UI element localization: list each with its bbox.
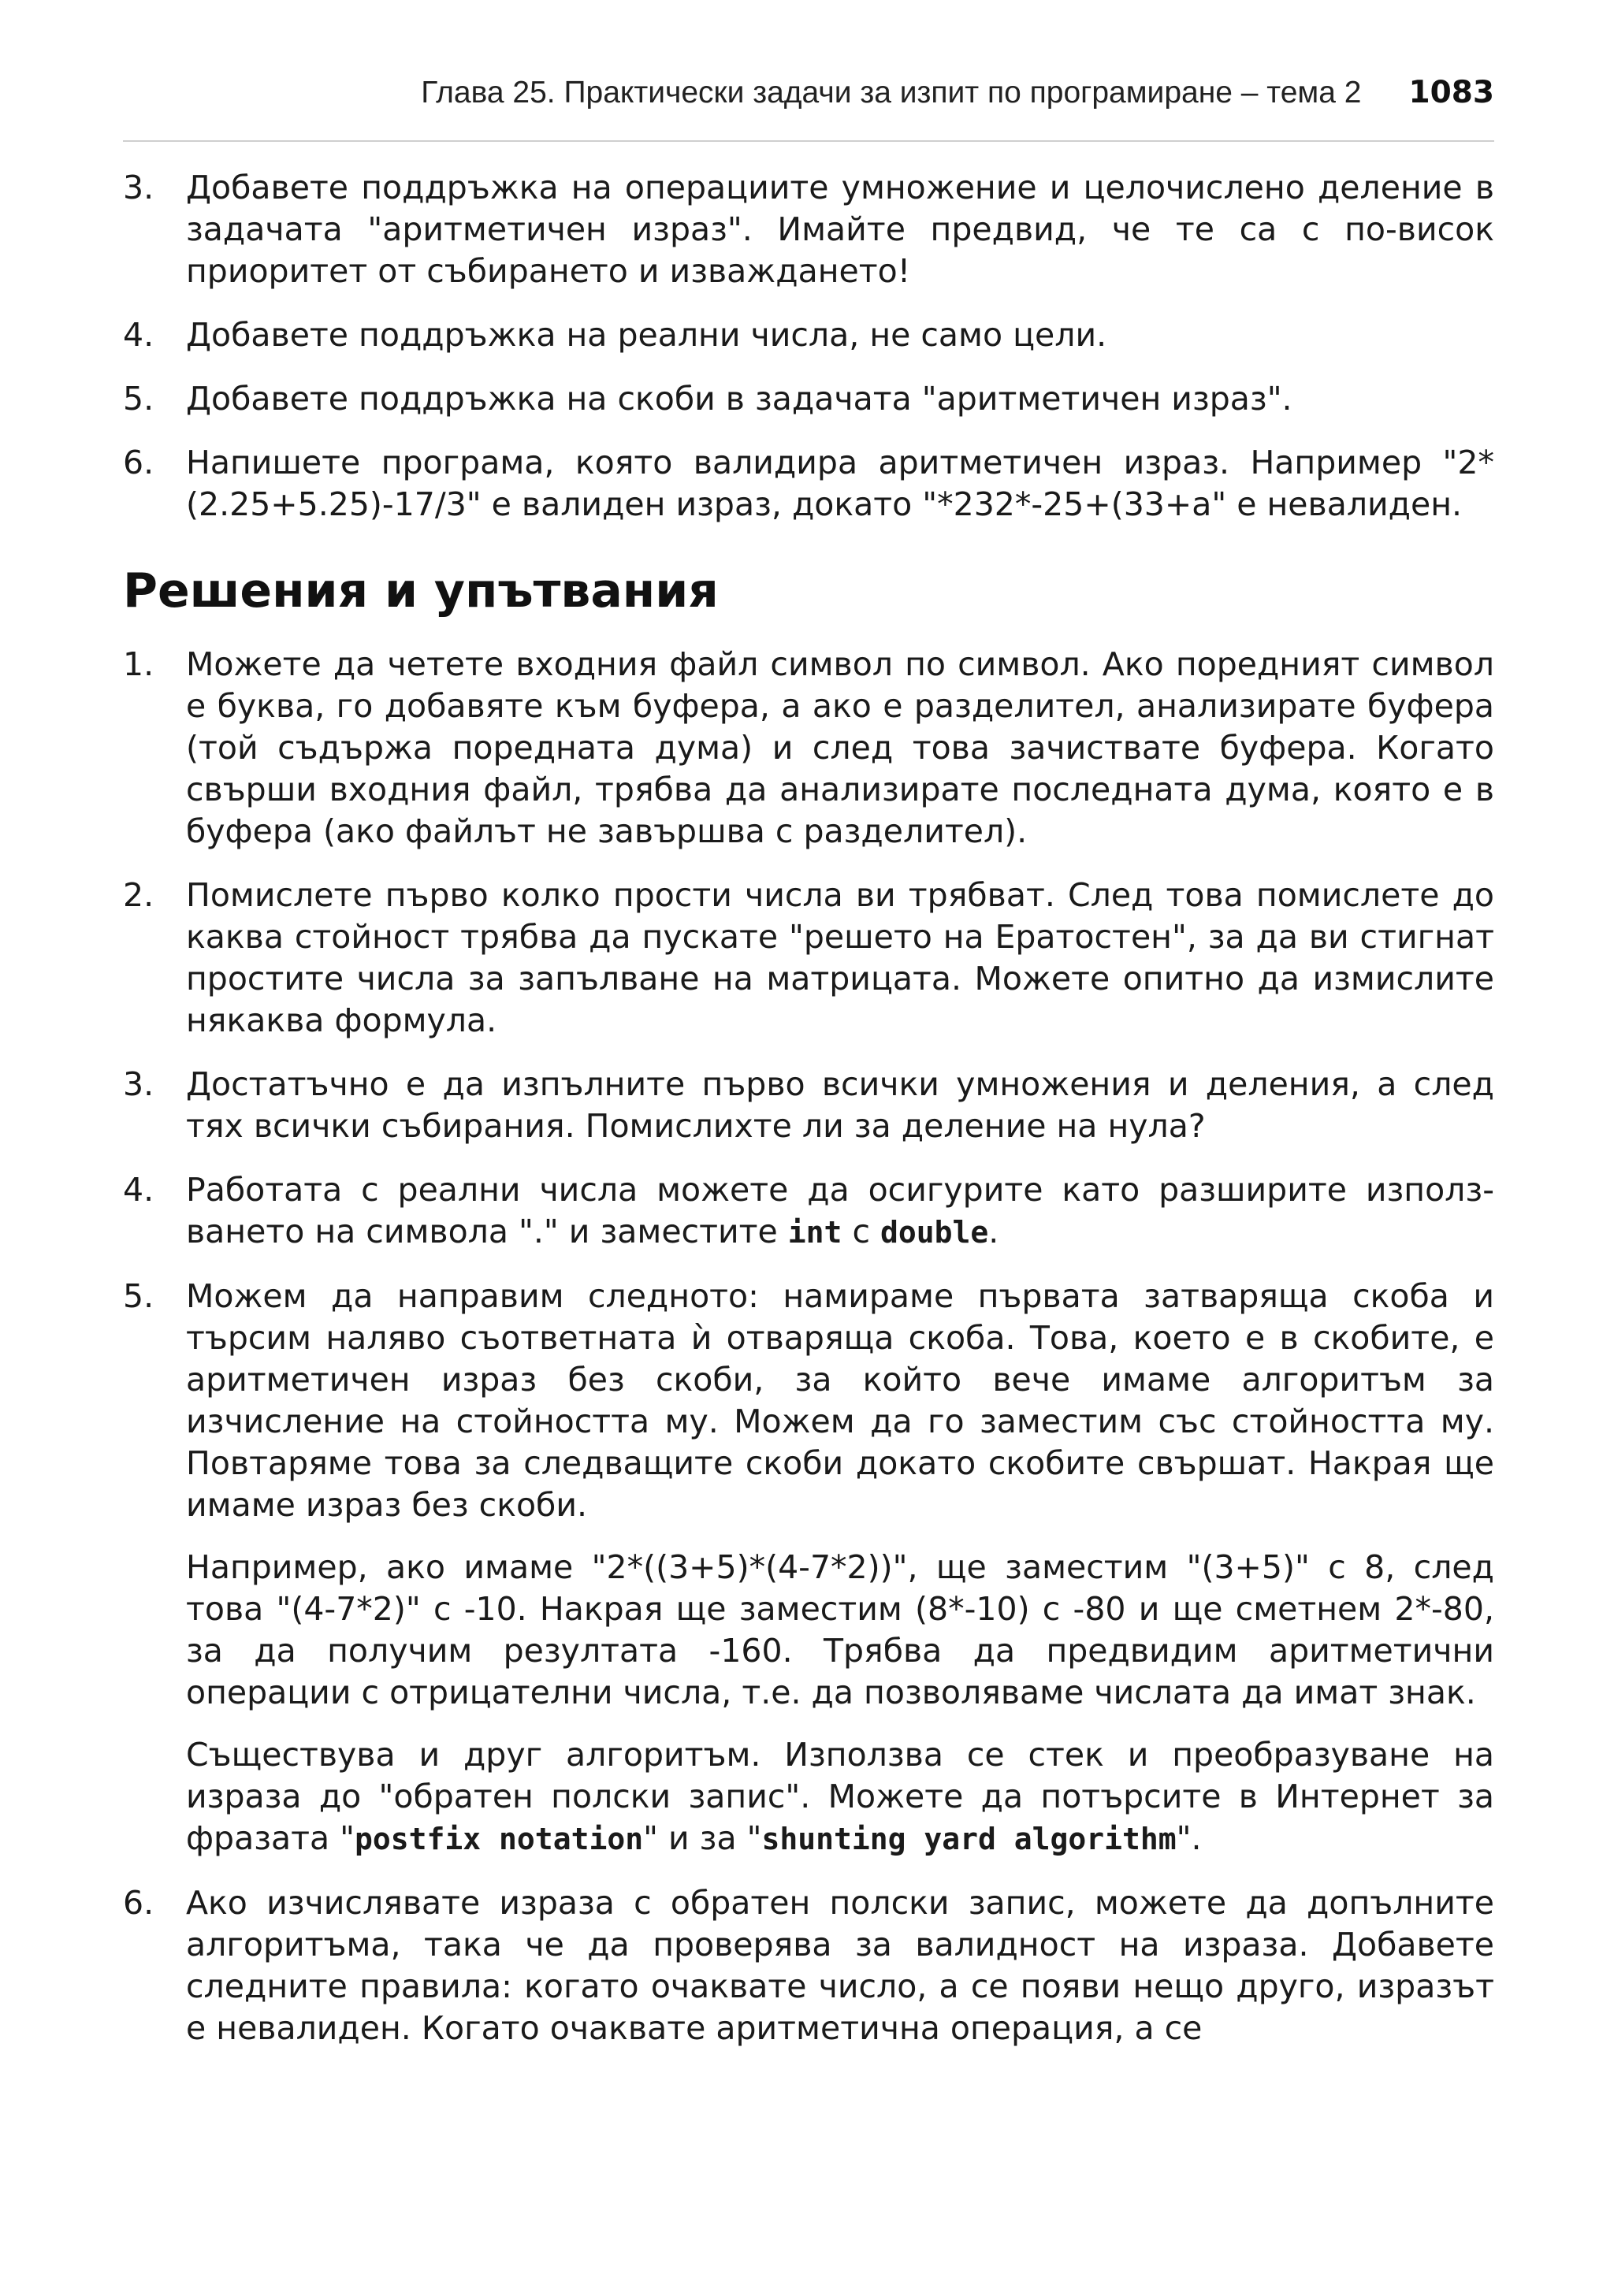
text-segment: " и за "	[643, 1819, 762, 1857]
item-text: Добавете поддръжка на операциите умножение и целочислено деление в задачата "аритметичен израз". Имайте предвид, че те са с по-висок приоритет от събирането и изваждането!	[186, 169, 1494, 290]
item-number: 2.	[123, 876, 154, 914]
list-item	[123, 1882, 1494, 2049]
code-keyword: postfix notation	[355, 1822, 644, 1856]
item-number: 4.	[123, 316, 154, 354]
page-content	[123, 167, 1494, 2071]
item-text: Достатъчно е да изпълните първо всички умножения и деления, а след тях всички събирания. Помислихте ли за деление на нула?	[186, 1065, 1494, 1145]
item-paragraph: Например, ако имаме "2*((3+5)*(4-7*2))", ще заместим "(3+5)" с 8, след това "(4-7*2)" с -10. Накрая ще заместим (8*-10) с -80 и ще сметнем 2*-80, за да получим резултата -160. Трябва да предвидим аритметични операции с отрицателни числа, т.е. да позволяваме числата да имат знак.	[186, 1548, 1494, 1711]
item-text: Можете да четете входния файл символ по символ. Ако поредният символ е буква, го добавяте към буфера, а ако е разделител, анализирате буфера (той съдържа поредната дума) и след това зачиствате буфера. Когато свърши входния файл, трябва да анализирате последната дума, която е в буфера (ако файлът не завършва с разделител).	[186, 645, 1494, 850]
item-number: 6.	[123, 1884, 154, 1922]
item-text: Ако изчислявате израза с обратен полски запис, можете да допълните алгоритъма, така че да проверява за валидност на израза. Добавете следните правила: когато очаквате число, а се появи нещо друго, изразът е невалиден. Когато очаквате аритметична операция, а се	[186, 1884, 1494, 2047]
text-segment: .	[988, 1213, 999, 1250]
page-number: 1083	[1408, 75, 1494, 110]
solutions-list	[123, 644, 1494, 2049]
list-item	[123, 1276, 1494, 1860]
item-number: 5.	[123, 1277, 154, 1315]
item-number: 4.	[123, 1171, 154, 1209]
item-paragraph	[186, 1734, 1494, 1860]
list-item	[123, 314, 1494, 356]
item-number: 5.	[123, 380, 154, 418]
list-item	[123, 644, 1494, 853]
text-segment: Съществува и друг алгоритъм. Използва се стек и преобразуване на израза до "обратен полски запис". Можете да потърсите в Интернет за фразата "	[186, 1736, 1494, 1857]
exercise-list	[123, 167, 1494, 526]
item-text	[186, 1169, 1494, 1254]
item-text: Добавете поддръжка на реални числа, не само цели.	[186, 316, 1107, 354]
item-text: Добавете поддръжка на скоби в задачата "аритметичен израз".	[186, 380, 1292, 418]
section-heading: Решения и упътвания	[123, 563, 719, 619]
item-text: Помислете първо колко прости числа ви трябват. След това помислете до каква стойност трябва да пускате "решето на Ератостен", за да ви стигнат простите числа за запълване на матрицата. Можете опитно да измислите някаква формула.	[186, 876, 1494, 1039]
text-segment: с	[842, 1213, 881, 1250]
code-keyword: double	[880, 1215, 989, 1250]
text-segment: ".	[1176, 1819, 1202, 1857]
item-paragraph: Можем да направим следното: намираме първата затваряща скоба и търсим наляво съответната ѝ отваряща скоба. Това, което е в скобите, е аритметичен израз без скоби, за който вече имаме алгоритъм за изчисление на стойността му. Можем да го заместим със стойността му. Повтаряме това за следващите скоби докато скобите свършат. Накрая ще имаме израз без скоби.	[186, 1277, 1494, 1524]
list-item	[123, 167, 1494, 292]
list-item	[123, 1169, 1494, 1254]
item-number: 3.	[123, 1065, 154, 1103]
list-item	[123, 442, 1494, 526]
list-item	[123, 378, 1494, 420]
chapter-title: Глава 25. Практически задачи за изпит по програмиране – тема 2	[421, 76, 1362, 110]
code-keyword: shunting yard algorithm	[761, 1822, 1177, 1856]
item-number: 1.	[123, 645, 154, 683]
running-header	[123, 77, 1494, 142]
text-segment: Работата с реални числа можете да осигурите като разширите използването на символа "." и заместите	[186, 1171, 1494, 1250]
item-number: 3.	[123, 169, 154, 206]
list-item	[123, 875, 1494, 1042]
item-number: 6.	[123, 444, 154, 481]
list-item	[123, 1064, 1494, 1147]
code-keyword: int	[787, 1215, 842, 1250]
item-text: Напишете програма, която валидира аритметичен израз. Например "2*(2.25+5.25)-17/3" е валиден израз, докато "*232*-25+(33+a" е невалиден.	[186, 444, 1494, 523]
